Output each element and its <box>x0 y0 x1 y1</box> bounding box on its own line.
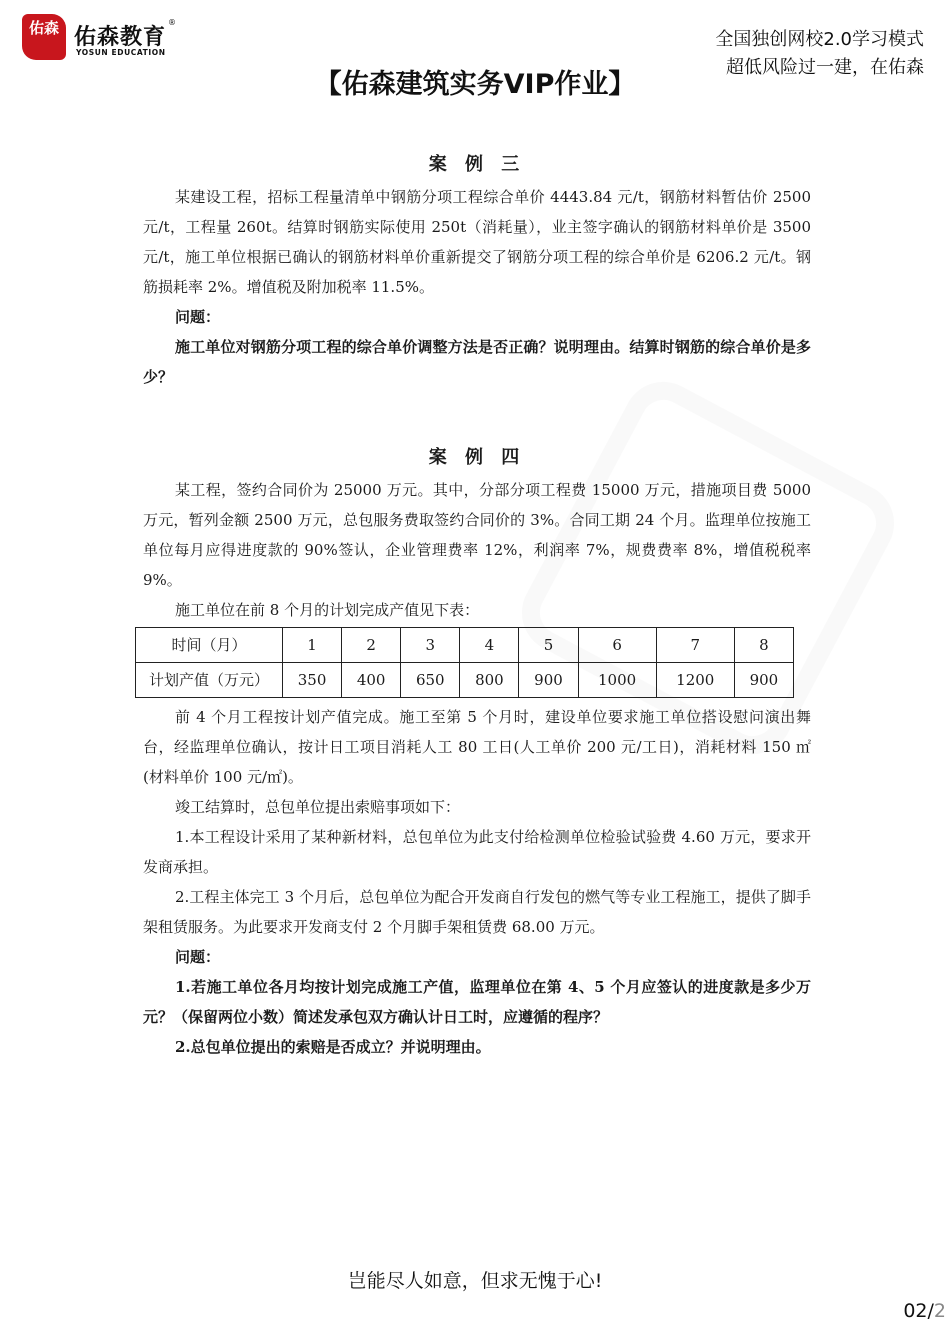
table-header-month: 时间（月） <box>136 628 283 663</box>
table-cell-value: 1200 <box>656 663 734 698</box>
case-three-question: 施工单位对钢筋分项工程的综合单价调整方法是否正确？说明理由。结算时钢筋的综合单价是多少？ <box>143 338 811 386</box>
claim-item-1: 1.本工程设计采用了某种新材料，总包单位为此支付给检测单位检验试验费 4.60 万元，要求开发商承担。 <box>143 828 811 876</box>
case-four-question-1: 1.若施工单位各月均按计划完成施工产值，监理单位在第 4、5 个月应签认的进度款是多少万元？（保留两位小数）简述发承包双方确认计日工时，应遵循的程序？ <box>143 978 811 1026</box>
table-cell-value: 900 <box>519 663 578 698</box>
table-cell-month: 2 <box>342 628 401 663</box>
planned-output-table <box>135 627 794 698</box>
table-cell-month: 5 <box>519 628 578 663</box>
table-header-planned-value: 计划产值（万元） <box>136 663 283 698</box>
slogan-line-2: 超低风险过一建，在佑森 <box>726 57 924 78</box>
case-four-paragraph-3: 竣工结算时，总包单位提出索赔事项如下： <box>175 798 461 816</box>
table-cell-value: 400 <box>342 663 401 698</box>
case-four-paragraph-2: 前 4 个月工程按计划产值完成。施工至第 5 个月时，建设单位要求施工单位搭设慰问演出舞台，经监理单位确认，按计日工项目消耗人工 80 工日(人工单价 200 元/工日)，消耗材料 150 ㎡ (材料单价 100 元/㎡)。 <box>143 708 811 786</box>
case-four-title: 案 例 四 <box>428 447 526 468</box>
page-number <box>903 1300 946 1322</box>
table-cell-value: 900 <box>734 663 793 698</box>
logo <box>22 14 176 64</box>
document-title: 【佑森建筑实务VIP作业】 <box>314 69 636 100</box>
case-three-section <box>143 150 811 392</box>
logo-seal: 佑森 <box>22 14 66 60</box>
table-cell-month: 8 <box>734 628 793 663</box>
claim-item-2: 2.工程主体完工 3 个月后，总包单位为配合开发商自行发包的燃气等专业工程施工，提供了脚手架租赁服务。为此要求开发商支付 2 个月脚手架租赁费 68.00 万元。 <box>143 888 811 936</box>
case-three-title: 案 例 三 <box>428 154 526 175</box>
table-cell-value: 650 <box>401 663 460 698</box>
table-cell-month: 1 <box>283 628 342 663</box>
page-current: 02/ <box>903 1300 934 1322</box>
table-cell-value: 800 <box>460 663 519 698</box>
table-cell-value: 350 <box>283 663 342 698</box>
case-four-question-2: 2.总包单位提出的索赔是否成立？并说明理由。 <box>175 1038 491 1056</box>
case-three-body: 某建设工程，招标工程量清单中钢筋分项工程综合单价 4443.84 元/t，钢筋材料暂估价 2500 元/t，工程量 260t。结算时钢筋实际使用 250t（消耗量），业主签字确认的钢筋材料单价是 3500 元/t，施工单位根据已确认的钢筋材料单价重新提交了钢筋分项工程的综合单价是 6206.2 元/t。钢筋损耗率 2%。增值税及附加税率 11.5%。 <box>143 188 811 296</box>
logo-registered-mark: ® <box>168 18 176 27</box>
case-four-body: 某工程，签约合同价为 25000 万元。其中，分部分项工程费 15000 万元，措施项目费 5000 万元，暂列金额 2500 万元，总包服务费取签约合同价的 3%。合同工期 24 个月。监理单位按施工单位每月应得进度款的 90%签认，企业管理费率 12%，利润率 7%，规费费率 8%，增值税税率 9%。 <box>143 481 811 589</box>
table-cell-month: 4 <box>460 628 519 663</box>
logo-english-name: YOSUN EDUCATION <box>76 48 166 57</box>
case-four-section <box>143 443 811 1062</box>
case-four-question-label: 问题： <box>175 948 221 966</box>
table-row-months <box>136 628 794 663</box>
table-cell-month: 7 <box>656 628 734 663</box>
table-cell-month: 3 <box>401 628 460 663</box>
page-total: 2 <box>933 1300 946 1322</box>
case-three-question-label: 问题： <box>175 308 221 326</box>
logo-name: 佑森教育 <box>74 25 167 50</box>
table-cell-month: 6 <box>578 628 656 663</box>
slogan-line-1: 全国独创网校2.0学习模式 <box>715 29 924 50</box>
table-intro: 施工单位在前 8 个月的计划完成产值见下表： <box>175 601 480 619</box>
footer-motto: 岂能尽人如意，但求无愧于心! <box>347 1270 603 1292</box>
table-row-values <box>136 663 794 698</box>
table-cell-value: 1000 <box>578 663 656 698</box>
